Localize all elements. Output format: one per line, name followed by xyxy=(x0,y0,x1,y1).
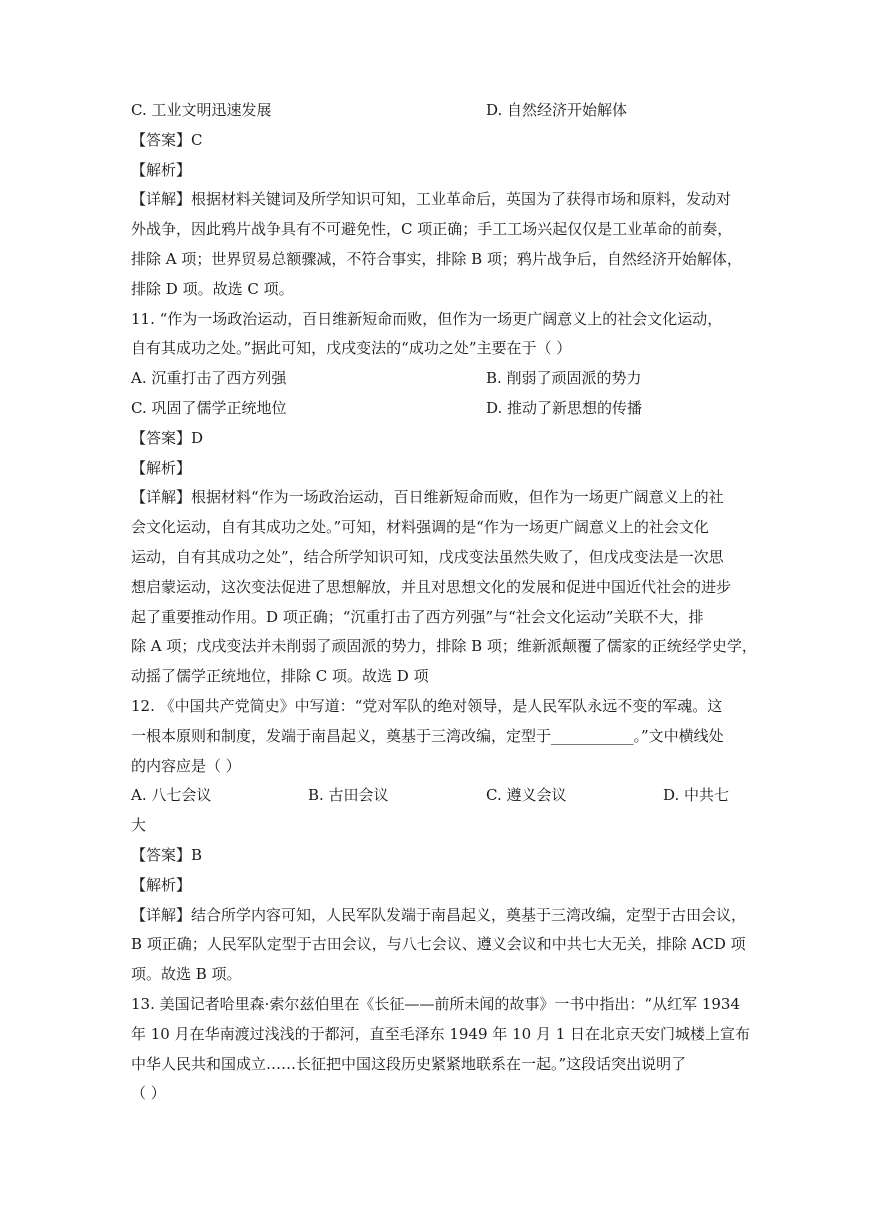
detail-line: 外战争，因此鸦片战争具有不可避免性，C 项正确；手工工场兴起仅仅是工业革命的前奏， xyxy=(131,220,733,239)
analysis-heading-q11: 【解析】 xyxy=(131,458,192,477)
question-stem-q13: （ ） xyxy=(131,1084,166,1103)
analysis-heading-q12: 【解析】 xyxy=(131,875,192,894)
option-a-q12: A. 八七会议 xyxy=(131,786,212,805)
detail-line: 除 A 项；戊戌变法并未削弱了顽固派的势力，排除 B 项；维新派颠覆了儒家的正统经学史学， xyxy=(131,637,757,656)
detail-line: 动摇了儒学正统地位，排除 C 项。故选 D 项 xyxy=(131,667,429,686)
answer-q10: 【答案】C xyxy=(131,130,203,149)
detail-line: 运动，自有其成功之处”，结合所学知识可知，戊戌变法虽然失败了，但戊戌变法是一次思 xyxy=(131,547,724,566)
question-stem-q12: 的内容应是（ ） xyxy=(131,756,241,775)
options-row-q11 xyxy=(131,364,739,394)
document-page xyxy=(131,96,757,1109)
question-stem-q11: 自有其成功之处。”据此可知，戊戌变法的“成功之处”主要在于（ ） xyxy=(131,339,572,358)
question-stem-q13: 13. 美国记者哈里森·索尔兹伯里在《长征——前所未闻的故事》一书中指出：“从红军 1934 xyxy=(131,994,741,1013)
options-row-q10 xyxy=(131,96,739,126)
detail-line: 【详解】根据材料“作为一场政治运动，百日维新短命而败，但作为一场更广阔意义上的社 xyxy=(131,488,724,507)
question-stem-q13: 年 10 月在华南渡过浅浅的于都河，直至毛泽东 1949 年 10 月 1 日在北京天安门城楼上宣布 xyxy=(131,1024,751,1043)
detail-line: 项。故选 B 项。 xyxy=(131,965,242,984)
options-row-q11 xyxy=(131,394,739,424)
option-b-q11: B. 削弱了顽固派的势力 xyxy=(486,369,642,388)
question-stem-q11: 11. “作为一场政治运动，百日维新短命而败，但作为一场更广阔意义上的社会文化运动， xyxy=(131,309,723,328)
detail-line: B 项正确；人民军队定型于古田会议，与八七会议、遵义会议和中共七大无关，排除 ACD 项 xyxy=(131,935,746,954)
option-d-q11: D. 推动了新思想的传播 xyxy=(486,398,643,417)
option-b-q12: B. 古田会议 xyxy=(308,786,389,805)
question-stem-q13: 中华人民共和国成立……长征把中国这段历史紧紧地联系在一起。”这段话突出说明了 xyxy=(131,1054,687,1073)
option-c-q10: C. 工业文明迅速发展 xyxy=(131,101,272,119)
options-row-q12 xyxy=(131,781,739,811)
analysis-heading-q10: 【解析】 xyxy=(131,160,192,179)
option-c-q11: C. 巩固了儒学正统地位 xyxy=(131,398,287,417)
detail-line: 排除 D 项。故选 C 项。 xyxy=(131,279,294,298)
detail-line: 排除 A 项；世界贸易总额骤减，不符合事实，排除 B 项；鸦片战争后，自然经济开始解体， xyxy=(131,249,742,268)
detail-line: 【详解】根据材料关键词及所学知识可知，工业革命后，英国为了获得市场和原料，发动对 xyxy=(131,190,732,209)
option-d-q10: D. 自然经济开始解体 xyxy=(486,101,628,119)
detail-line: 【详解】结合所学内容可知，人民军队发端于南昌起义，奠基于三湾改编，定型于古田会议， xyxy=(131,905,747,924)
option-a-q11: A. 沉重打击了西方列强 xyxy=(131,369,287,388)
option-d-q12-overflow: 大 xyxy=(131,816,147,835)
option-c-q12: C. 遵义会议 xyxy=(486,786,567,805)
question-stem-q12: 12. 《中国共产党简史》中写道：“党对军队的绝对领导，是人民军队永远不变的军魂。这 xyxy=(131,696,723,715)
detail-line: 起了重要推动作用。D 项正确；“沉重打击了西方列强”与“社会文化运动”关联不大，排 xyxy=(131,607,704,626)
detail-line: 会文化运动，自有其成功之处。”可知，材料强调的是“作为一场更广阔意义上的社会文化 xyxy=(131,518,709,537)
question-stem-q12: 一根本原则和制度，发端于南昌起义，奠基于三湾改编，定型于___________。”文中横线处 xyxy=(131,726,724,745)
option-d-q12: D. 中共七 xyxy=(663,786,730,805)
answer-q11: 【答案】D xyxy=(131,428,204,447)
detail-line: 想启蒙运动，这次变法促进了思想解放，并且对思想文化的发展和促进中国近代社会的进步 xyxy=(131,577,732,596)
answer-q12: 【答案】B xyxy=(131,845,203,864)
